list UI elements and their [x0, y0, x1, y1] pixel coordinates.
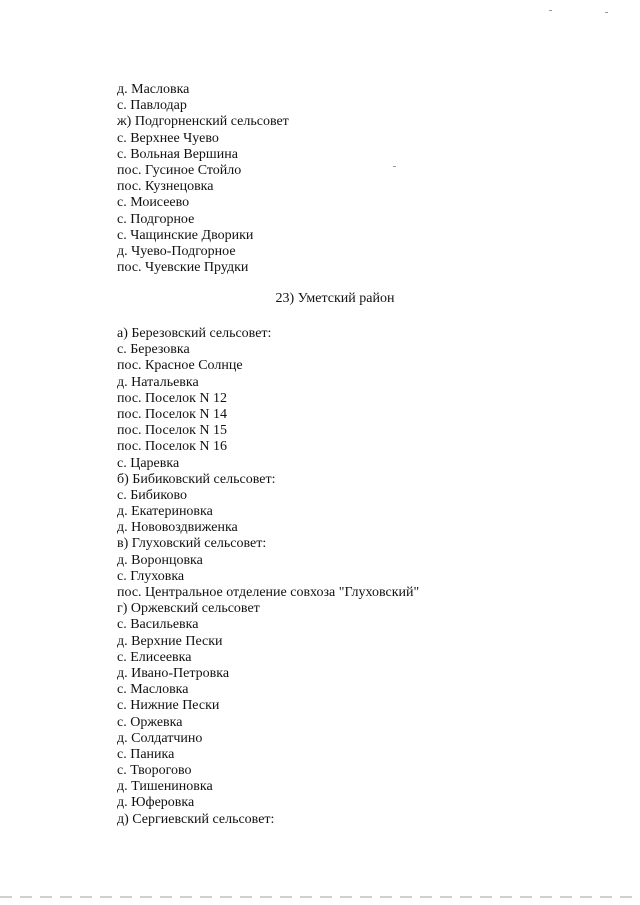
- list-item: д. Юферовка: [117, 795, 195, 811]
- list-item: с. Творогово: [117, 763, 192, 779]
- list-item: с. Чащинские Дворики: [117, 227, 254, 243]
- scan-speck: [605, 12, 608, 13]
- list-item: пос. Поселок N 15: [117, 423, 228, 439]
- list-item: д. Натальевка: [117, 374, 199, 390]
- subsection-heading: в) Глуховский сельсовет:: [117, 536, 267, 552]
- list-item: д. Екатериновка: [117, 504, 213, 520]
- top-locality-list: [117, 82, 557, 276]
- list-item: д. Чуево-Подгорное: [117, 243, 236, 259]
- list-item: с. Царевка: [117, 455, 180, 471]
- subsection-heading: ж) Подгорненский сельсовет: [117, 114, 289, 130]
- list-item: пос. Чуевские Прудки: [117, 260, 249, 276]
- subsection-heading: б) Бибиковский сельсовет:: [117, 471, 276, 487]
- list-item: д. Ивано-Петровка: [117, 665, 230, 681]
- list-item: пос. Поселок N 12: [117, 390, 228, 406]
- list-item: с. Бибиково: [117, 487, 187, 503]
- subsection-heading: а) Березовский сельсовет:: [117, 326, 272, 341]
- list-item: с. Моисеево: [117, 195, 190, 211]
- list-item: д. Воронцовка: [117, 552, 203, 568]
- list-item: с. Павлодар: [117, 98, 187, 114]
- list-item: с. Васильевка: [117, 617, 199, 633]
- list-item: с. Паника: [117, 746, 175, 762]
- list-item: пос. Центральное отделение совхоза "Глуховский": [117, 585, 420, 600]
- bottom-locality-list: [117, 326, 557, 828]
- list-item: с. Подгорное: [117, 211, 195, 227]
- scan-edge-line: [0, 896, 640, 898]
- list-item: с. Масловка: [117, 682, 189, 698]
- list-item: с. Вольная Вершина: [117, 146, 238, 162]
- section-heading: 23) Уметский район: [275, 291, 395, 306]
- list-item: с. Верхнее Чуево: [117, 130, 219, 146]
- list-item: пос. Поселок N 16: [117, 439, 228, 455]
- list-item: с. Березовка: [117, 342, 190, 358]
- list-item: д. Нововоздвиженка: [117, 520, 238, 536]
- list-item: с. Глуховка: [117, 568, 185, 584]
- list-item: д. Верхние Пески: [117, 633, 223, 649]
- list-item: д. Масловка: [117, 82, 190, 97]
- subsection-heading: д) Сергиевский сельсовет:: [117, 811, 275, 827]
- list-item: д. Тишениновка: [117, 779, 213, 795]
- list-item: д. Солдатчино: [117, 730, 203, 746]
- list-item: с. Оржевка: [117, 714, 183, 730]
- list-item: с. Елисеевка: [117, 649, 192, 665]
- list-item: пос. Кузнецовка: [117, 179, 214, 195]
- list-item: пос. Поселок N 14: [117, 406, 228, 422]
- scan-speck: [549, 10, 552, 11]
- list-item: пос. Гусиное Стойло: [117, 162, 242, 178]
- list-item: с. Нижние Пески: [117, 698, 220, 714]
- list-item: пос. Красное Солнце: [117, 358, 243, 374]
- subsection-heading: г) Оржевский сельсовет: [117, 601, 260, 617]
